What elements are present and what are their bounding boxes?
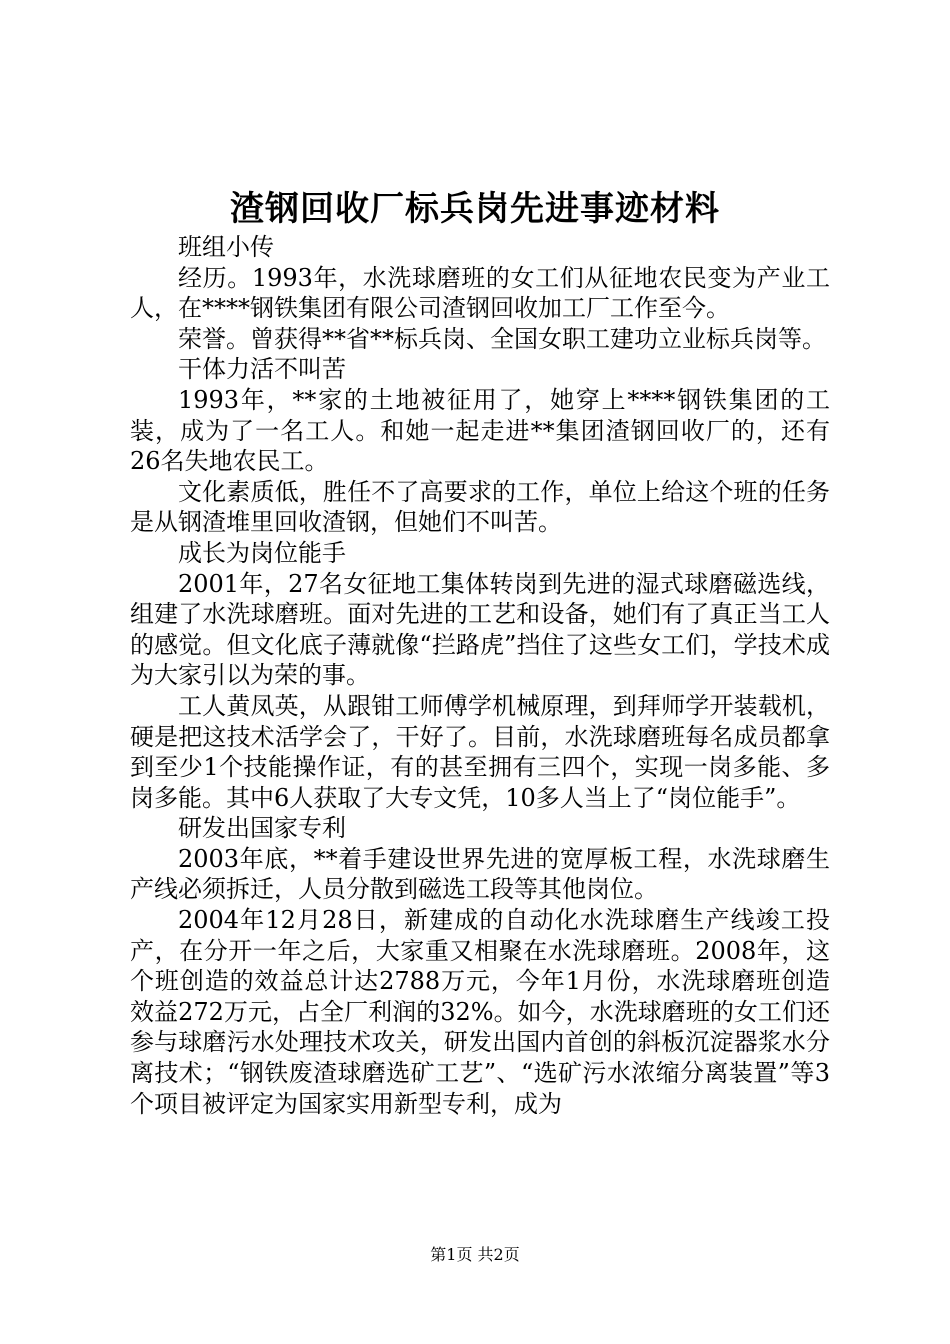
paragraph-honors: 荣誉。曾获得**省**标兵岗、全国女职工建功立业标兵岗等。: [178, 324, 826, 353]
section-heading-patents: 研发出国家专利: [178, 814, 346, 843]
section-heading-hard-work: 干体力活不叫苦: [178, 355, 346, 384]
paragraph-huang-fengying: 工人黄凤英，从跟钳工师傅学机械原理，到拜师学开装载机，硬是把这技术活学会了，干好了。目前，水洗球磨班每名成员都拿到至少1个技能操作证，有的甚至拥有三四个，实现一岗多能、多岗多能。其中6人获取了大专文凭，10多人当上了“岗位能手”。: [130, 691, 830, 812]
document-title: 渣钢回收厂标兵岗先进事迹材料: [230, 189, 720, 229]
paragraph-2004: 2004年12月28日，新建成的自动化水洗球磨生产线竣工投产，在分开一年之后，大家重又相聚在水洗球磨班。2008年，这个班创造的效益总计达2788万元，今年1月份，水洗球磨班创造效益272万元，占全厂利润的32%。如今，水洗球磨班的女工们还参与球磨污水处理技术攻关，研发出国内首创的斜板沉淀器浆水分离技术；“钢铁废渣球磨选矿工艺”、“选矿污水浓缩分离装置”等3个项目被评定为国家实用新型专利，成为: [130, 906, 830, 1118]
paragraph-2001: 2001年，27名女征地工集体转岗到先进的湿式球磨磁选线，组建了水洗球磨班。面对先进的工艺和设备，她们有了真正当工人的感觉。但文化底子薄就像“拦路虎”挡住了这些女工们，学技术成为大家引以为荣的事。: [130, 569, 830, 690]
page-footer: 第1页 共2页: [430, 1245, 520, 1264]
section-heading-team-bio: 班组小传: [178, 233, 274, 261]
paragraph-history: 经历。1993年，水洗球磨班的女工们从征地农民变为产业工人，在****钢铁集团有限公司渣钢回收加工厂工作至今。: [130, 263, 830, 323]
paragraph-1993: 1993年，**家的土地被征用了，她穿上****钢铁集团的工装，成为了一名工人。和她一起走进**集团渣钢回收厂的，还有26名失地农民工。: [130, 385, 830, 476]
section-heading-skill-growth: 成长为岗位能手: [178, 538, 346, 567]
document-body: [130, 232, 830, 1119]
paragraph-low-education: 文化素质低，胜任不了高要求的工作，单位上给这个班的任务是从钢渣堆里回收渣钢，但她们不叫苦。: [130, 477, 830, 537]
paragraph-2003: 2003年底，**着手建设世界先进的宽厚板工程，水洗球磨生产线必须拆迁，人员分散到磁选工段等其他岗位。: [130, 844, 830, 904]
